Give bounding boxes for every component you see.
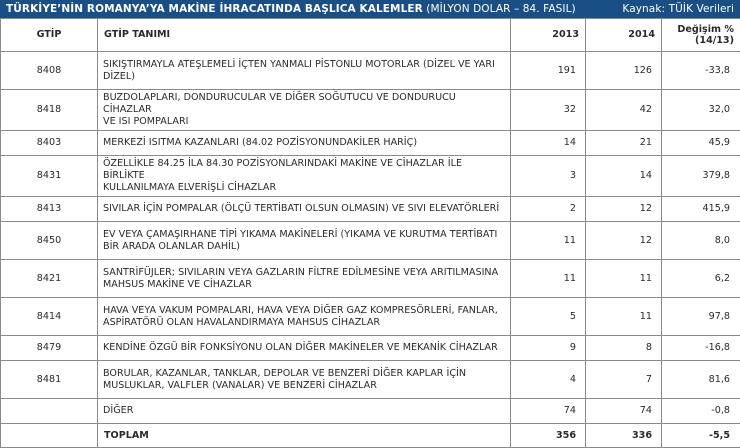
description-line2: MUSLUKLAR, VALFLER (VANALAR) VE BENZERİ CİHAZLAR <box>103 380 504 392</box>
source-note: Kaynak: TÜİK Verileri <box>622 3 734 15</box>
description <box>98 52 511 90</box>
title-bar <box>0 0 740 18</box>
change-percent: 81,6 <box>662 361 740 399</box>
value-2014: 12 <box>586 197 662 222</box>
description-line1: KENDİNE ÖZGÜ BİR FONKSİYONU OLAN DİĞER MAKİNELER VE MEKANİK CİHAZLAR <box>103 342 504 354</box>
value-2014: 74 <box>586 399 662 424</box>
gtip-code: 8418 <box>1 90 98 131</box>
description-line2: DİZEL) <box>103 71 504 83</box>
description <box>98 399 511 424</box>
gtip-code: 8431 <box>1 156 98 197</box>
gtip-code: 8479 <box>1 336 98 361</box>
value-2013: 11 <box>511 222 586 260</box>
col-header-description: GTİP TANIMI <box>98 19 511 52</box>
description <box>98 156 511 197</box>
change-percent: 6,2 <box>662 260 740 298</box>
value-2014: 42 <box>586 90 662 131</box>
value-2014: 12 <box>586 222 662 260</box>
description-line2: BİR ARADA OLANLAR DAHİL) <box>103 241 504 253</box>
value-2013: 11 <box>511 260 586 298</box>
value-2013: 32 <box>511 90 586 131</box>
description-line1: DİĞER <box>103 405 504 417</box>
value-2013: 4 <box>511 361 586 399</box>
change-percent: 379,8 <box>662 156 740 197</box>
description <box>98 90 511 131</box>
value-2013: 14 <box>511 131 586 156</box>
table-subtitle: (MİLYON DOLAR – 84. FASIL) <box>426 3 575 15</box>
gtip-code: 8414 <box>1 298 98 336</box>
gtip-code: 8421 <box>1 260 98 298</box>
table-row <box>1 90 740 131</box>
description-line1: SIKIŞTIRMAYLA ATEŞLEMELİ İÇTEN YANMALI PİSTONLU MOTORLAR (DİZEL VE YARI <box>103 59 504 71</box>
value-2013: 2 <box>511 197 586 222</box>
value-2013: 3 <box>511 156 586 197</box>
table-row <box>1 156 740 197</box>
value-2013: 5 <box>511 298 586 336</box>
value-2014: 14 <box>586 156 662 197</box>
description-line1: SANTRİFÜJLER; SIVILARIN VEYA GAZLARIN FİLTRE EDİLMESİNE VEYA ARITILMASINA <box>103 267 504 279</box>
change-percent: 8,0 <box>662 222 740 260</box>
value-2014: 21 <box>586 131 662 156</box>
change-percent: 97,8 <box>662 298 740 336</box>
table-row <box>1 336 740 361</box>
col-header-2014: 2014 <box>586 19 662 52</box>
value-2013: 9 <box>511 336 586 361</box>
gtip-code: 8450 <box>1 222 98 260</box>
col-header-change <box>662 19 740 52</box>
value-2014: 11 <box>586 260 662 298</box>
change-percent: -16,8 <box>662 336 740 361</box>
table-row <box>1 222 740 260</box>
change-percent: 415,9 <box>662 197 740 222</box>
gtip-code: 8403 <box>1 131 98 156</box>
table-row <box>1 260 740 298</box>
description <box>98 260 511 298</box>
change-percent: -33,8 <box>662 52 740 90</box>
description-line1: SIVILAR İÇİN POMPALAR (ÖLÇÜ TERTİBATI OLSUN OLMASIN) VE SIVI ELEVATÖRLERİ <box>103 203 504 215</box>
description-line1: EV VEYA ÇAMAŞIRHANE TİPİ YIKAMA MAKİNELERİ (YIKAMA VE KURUTMA TERTİBATI <box>103 229 504 241</box>
table-title: TÜRKİYE’NİN ROMANYA’YA MAKİNE İHRACATINDA BAŞLICA KALEMLER <box>6 3 423 15</box>
description-line2: VE ISI POMPALARI <box>103 116 504 128</box>
table-row <box>1 298 740 336</box>
col-header-2013: 2013 <box>511 19 586 52</box>
table-row <box>1 197 740 222</box>
description-line1: ÖZELLİKLE 84.25 İLA 84.30 POZİSYONLARINDAKİ MAKİNE VE CİHAZLAR İLE BİRLİKTE <box>103 158 504 182</box>
description-line1: BORULAR, KAZANLAR, TANKLAR, DEPOLAR VE BENZERİ DİĞER KAPLAR İÇİN <box>103 368 504 380</box>
description <box>98 197 511 222</box>
description <box>98 131 511 156</box>
value-2014: 8 <box>586 336 662 361</box>
gtip-code: 8408 <box>1 52 98 90</box>
title-group <box>6 3 576 15</box>
description-line1: HAVA VEYA VAKUM POMPALARI, HAVA VEYA DİĞER GAZ KOMPRESÖRLERİ, FANLAR, <box>103 305 504 317</box>
data-table <box>0 18 740 448</box>
value-2013: 74 <box>511 399 586 424</box>
table-row <box>1 131 740 156</box>
header-row <box>1 19 740 52</box>
description-line2: MAHSUS MAKİNE VE CİHAZLAR <box>103 279 504 291</box>
table-row <box>1 52 740 90</box>
gtip-code <box>1 399 98 424</box>
description-line2: ASPİRATÖRÜ OLAN HAVALANDIRMAYA MAHSUS CİHAZLAR <box>103 317 504 329</box>
value-2014: 7 <box>586 361 662 399</box>
description <box>98 298 511 336</box>
table-row <box>1 361 740 399</box>
value-2014: 11 <box>586 298 662 336</box>
description <box>98 336 511 361</box>
gtip-code: 8481 <box>1 361 98 399</box>
description <box>98 222 511 260</box>
col-header-change-line2: (14/13) <box>662 35 734 46</box>
col-header-change-line1: Değişim % <box>662 24 734 35</box>
description-line2: KULLANILMAYA ELVERİŞLİ CİHAZLAR <box>103 182 504 194</box>
col-header-gtip: GTİP <box>1 19 98 52</box>
value-2013: 191 <box>511 52 586 90</box>
change-percent: 45,9 <box>662 131 740 156</box>
total-2013: 356 <box>511 424 586 448</box>
description-line1: MERKEZİ ISITMA KAZANLARI (84.02 POZİSYONUNDAKİLER HARİÇ) <box>103 137 504 149</box>
value-2014: 126 <box>586 52 662 90</box>
total-change: -5,5 <box>662 424 740 448</box>
total-label: TOPLAM <box>98 424 511 448</box>
table-row-other <box>1 399 740 424</box>
gtip-code: 8413 <box>1 197 98 222</box>
total-2014: 336 <box>586 424 662 448</box>
change-percent: 32,0 <box>662 90 740 131</box>
change-percent: -0,8 <box>662 399 740 424</box>
description-line1: BUZDOLAPLARI, DONDURUCULAR VE DİĞER SOĞUTUCU VE DONDURUCU CİHAZLAR <box>103 92 504 116</box>
total-row <box>1 424 740 448</box>
description <box>98 361 511 399</box>
total-gtip-empty <box>1 424 98 448</box>
